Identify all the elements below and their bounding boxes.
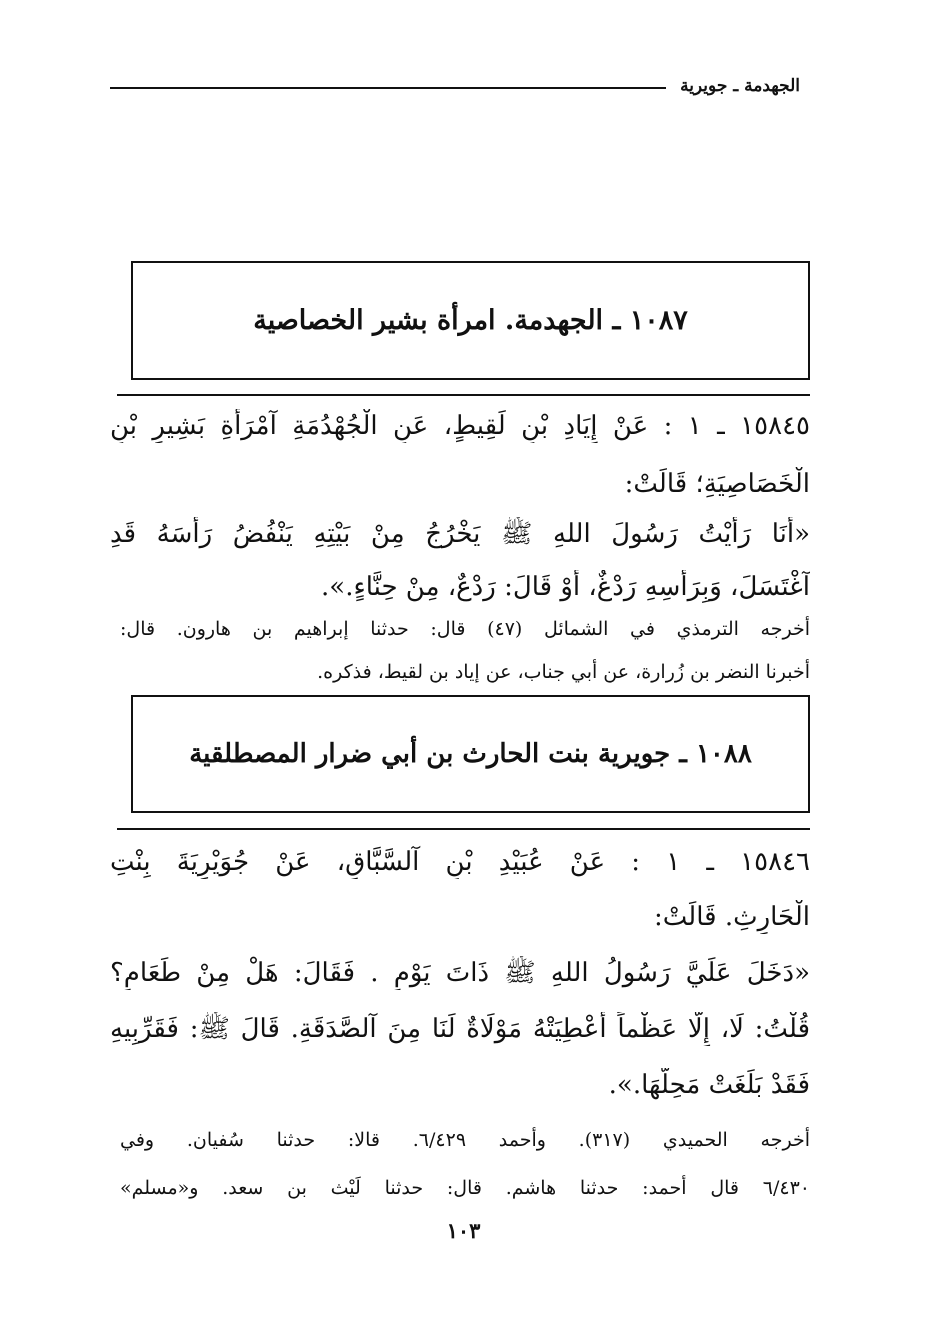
source-note-line: أخرجه الترمذي في الشمائل (٤٧) قال: حدثنا إبراهيم بن هارون. قال: [120,618,810,640]
section-divider [117,394,810,396]
hadith-line: آغْتَسَلَ، وَبِرَأْسِهِ رَدْغٌ، أَوْ قَالَ: رَدْعٌ، مِنْ حِنَّاءٍ.». [321,572,810,602]
running-header-title: الجهدمة ـ جويرية [680,76,800,96]
hadith-line: الْخَصَاصِيَةِ؛ قَالَتْ: [624,469,810,499]
hadith-line: ١٥٨٤٦ ـ ١ : عَنْ عُبَيْدِ بْنِ آلسَّبَّاقِ، عَنْ جُوَيْرِيَةَ بِنْتِ [110,847,810,877]
section-divider [117,828,810,830]
source-note-line: أخرجه الحميدي (٣١٧). وأحمد ٦/٤٢٩. قالا: حدثنا سُفيان. وفي [120,1129,810,1151]
entry-heading: ١٠٨٨ ـ جويرية بنت الحارث بن أبي ضرار المصطلقية [189,739,752,769]
hadith-line: ١٥٨٤٥ ـ ١ : عَنْ إِيَادِ بْنِ لَقِيطٍ، عَنِ الْجُهْدُمَةِ آمْرَأَةِ بَشِيرِ بْنِ [110,411,810,441]
page-number: ١٠٣ [446,1218,481,1243]
hadith-line: فَقَدْ بَلَغَتْ مَحِلَّهَا.». [608,1070,810,1100]
hadith-line: «أَنَا رَأَيْتُ رَسُولَ اللهِ ﷺ يَخْرُجُ مِنْ بَيْتِهِ يَنْفُضُ رَأْسَهُ قَدِ [110,519,810,549]
entry-heading-box [131,695,810,813]
hadith-line: «دَخَلَ عَلَيَّ رَسُولُ اللهِ ﷺ ذَاتَ يَوْمٍ . فَقَالَ: هَلْ مِنْ طَعَامٍ؟ [110,958,810,988]
running-header [110,76,800,96]
entry-heading-box [131,261,810,380]
hadith-line: الْحَارِثِ. قَالَتْ: [654,902,810,932]
source-note-line: ٦/٤٣٠ قال أحمد: حدثنا هاشم. قال: حدثنا لَيْث بن سعد. و«مسلم» [120,1177,810,1199]
hadith-line: قُلْتُ: لَا، إِلَّا عَظْماً أُعْطِيَتْهُ مَوْلَاةٌ لَنَا مِنَ آلصَّدَقَةِ. قَالَ ﷺ: فَقَرِّبِيهِ [110,1014,810,1044]
running-header-rule [110,87,666,89]
source-note-line: أخبرنا النضر بن زُرارة، عن أبي جناب، عن إياد بن لقيط، فذكره. [317,661,810,683]
entry-heading: ١٠٨٧ ـ الجهدمة. امرأة بشير الخصاصية [253,305,688,336]
